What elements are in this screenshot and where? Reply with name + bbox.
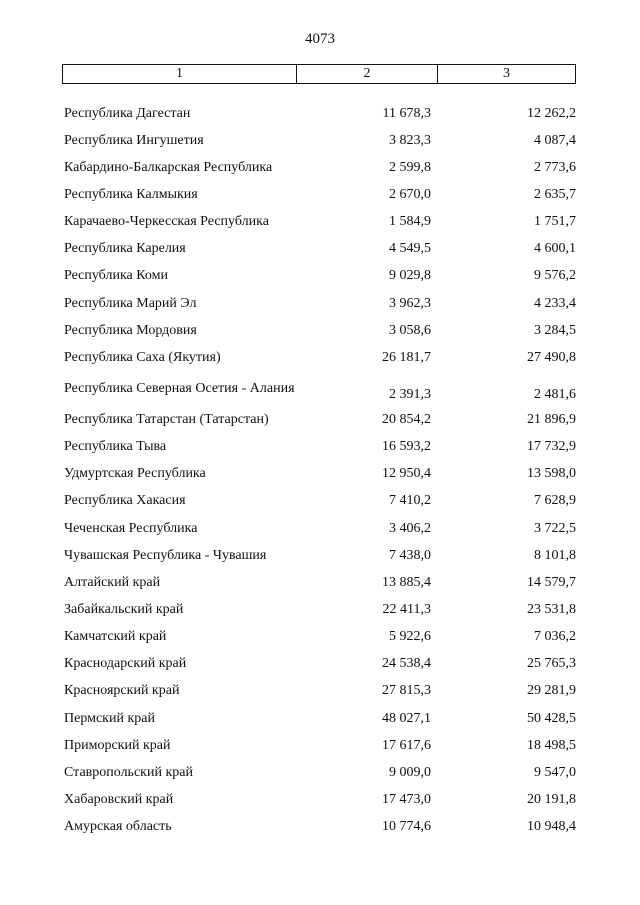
column-header-2: 2	[297, 65, 438, 83]
region-name: Приморский край	[64, 737, 171, 753]
region-name: Карачаево-Черкесская Республика	[64, 214, 269, 230]
value-column-2: 7 410,2	[389, 493, 431, 509]
value-column-2: 3 058,6	[389, 322, 431, 338]
region-name: Республика Тыва	[64, 439, 167, 455]
region-name: Краснодарский край	[64, 656, 187, 672]
value-column-3: 10 948,4	[527, 819, 576, 835]
table-row	[0, 651, 640, 678]
table-row	[0, 181, 640, 208]
value-column-3: 21 896,9	[527, 411, 576, 427]
value-column-3: 2 773,6	[534, 159, 576, 175]
table-row	[0, 127, 640, 154]
value-column-2: 17 473,0	[382, 791, 431, 807]
value-column-2: 2 391,3	[389, 387, 431, 403]
page-number: 4073	[305, 31, 335, 47]
table-row	[0, 371, 640, 406]
value-column-3: 4 087,4	[534, 132, 576, 148]
table-row	[0, 434, 640, 461]
table-row	[0, 705, 640, 732]
region-name: Чувашская Республика - Чувашия	[64, 547, 267, 563]
value-column-3: 7 036,2	[534, 629, 576, 645]
region-name: Республика Хакасия	[64, 493, 186, 509]
table-row	[0, 814, 640, 841]
value-column-2: 12 950,4	[382, 466, 431, 482]
value-column-2: 7 438,0	[389, 547, 431, 563]
table-row	[0, 263, 640, 290]
table-row	[0, 406, 640, 433]
value-column-2: 9 009,0	[389, 764, 431, 780]
value-column-3: 1 751,7	[534, 214, 576, 230]
region-name: Пермский край	[64, 710, 155, 726]
value-column-3: 29 281,9	[527, 683, 576, 699]
value-column-2: 3 962,3	[389, 295, 431, 311]
value-column-2: 2 670,0	[389, 186, 431, 202]
table-row	[0, 596, 640, 623]
value-column-2: 27 815,3	[382, 683, 431, 699]
value-column-3: 8 101,8	[534, 547, 576, 563]
value-column-2: 1 584,9	[389, 214, 431, 230]
value-column-3: 18 498,5	[527, 737, 576, 753]
region-name: Республика Мордовия	[64, 322, 197, 338]
table-row	[0, 732, 640, 759]
column-header-row	[62, 64, 576, 84]
region-name: Чеченская Республика	[64, 520, 198, 536]
value-column-3: 50 428,5	[527, 710, 576, 726]
value-column-2: 26 181,7	[382, 349, 431, 365]
region-name: Хабаровский край	[64, 791, 174, 807]
region-name: Республика Калмыкия	[64, 186, 198, 202]
value-column-3: 9 547,0	[534, 764, 576, 780]
table-row	[0, 209, 640, 236]
value-column-2: 13 885,4	[382, 574, 431, 590]
table-row	[0, 624, 640, 651]
value-column-2: 3 406,2	[389, 520, 431, 536]
value-column-3: 7 628,9	[534, 493, 576, 509]
value-column-3: 17 732,9	[527, 439, 576, 455]
table-row	[0, 100, 640, 127]
value-column-3: 3 722,5	[534, 520, 576, 536]
value-column-3: 3 284,5	[534, 322, 576, 338]
value-column-3: 27 490,8	[527, 349, 576, 365]
table-row	[0, 461, 640, 488]
region-name: Республика Марий Эл	[64, 295, 197, 311]
table-row	[0, 488, 640, 515]
table-row	[0, 344, 640, 371]
value-column-2: 22 411,3	[382, 601, 431, 617]
data-table-body	[0, 100, 640, 841]
value-column-3: 12 262,2	[527, 105, 576, 121]
column-header-3: 3	[503, 66, 510, 81]
value-column-3: 20 191,8	[527, 791, 576, 807]
value-column-2: 9 029,8	[389, 268, 431, 284]
value-column-2: 2 599,8	[389, 159, 431, 175]
value-column-2: 20 854,2	[382, 411, 431, 427]
region-name: Ставропольский край	[64, 764, 193, 780]
value-column-3: 14 579,7	[527, 574, 576, 590]
column-header-1: 1	[63, 65, 297, 83]
value-column-3: 25 765,3	[527, 656, 576, 672]
table-row	[0, 786, 640, 813]
value-column-2: 5 922,6	[389, 629, 431, 645]
region-name: Удмуртская Республика	[64, 466, 206, 482]
table-row	[0, 569, 640, 596]
table-row	[0, 515, 640, 542]
region-name: Республика Северная Осетия - Алания	[64, 380, 295, 396]
value-column-3: 2 635,7	[534, 186, 576, 202]
region-name: Республика Татарстан (Татарстан)	[64, 411, 269, 427]
value-column-2: 16 593,2	[382, 439, 431, 455]
value-column-2: 17 617,6	[382, 737, 431, 753]
region-name: Республика Дагестан	[64, 105, 191, 121]
region-name: Кабардино-Балкарская Республика	[64, 159, 273, 175]
value-column-3: 4 600,1	[534, 241, 576, 257]
region-name: Республика Саха (Якутия)	[64, 349, 221, 365]
region-name: Камчатский край	[64, 629, 167, 645]
value-column-3: 4 233,4	[534, 295, 576, 311]
value-column-2: 24 538,4	[382, 656, 431, 672]
region-name: Республика Ингушетия	[64, 132, 204, 148]
value-column-2: 11 678,3	[382, 105, 431, 121]
table-row	[0, 759, 640, 786]
region-name: Республика Коми	[64, 268, 168, 284]
value-column-3: 9 576,2	[534, 268, 576, 284]
table-row	[0, 236, 640, 263]
region-name: Алтайский край	[64, 574, 161, 590]
value-column-2: 3 823,3	[389, 132, 431, 148]
value-column-3: 13 598,0	[527, 466, 576, 482]
value-column-3: 23 531,8	[527, 601, 576, 617]
region-name: Республика Карелия	[64, 241, 186, 257]
table-row	[0, 154, 640, 181]
region-name: Амурская область	[64, 819, 172, 835]
value-column-2: 10 774,6	[382, 819, 431, 835]
region-name: Забайкальский край	[64, 601, 184, 617]
table-row	[0, 542, 640, 569]
value-column-2: 48 027,1	[382, 710, 431, 726]
value-column-2: 4 549,5	[389, 241, 431, 257]
region-name: Красноярский край	[64, 683, 180, 699]
table-row	[0, 290, 640, 317]
value-column-3: 2 481,6	[534, 387, 576, 403]
table-row	[0, 678, 640, 705]
table-row	[0, 317, 640, 344]
